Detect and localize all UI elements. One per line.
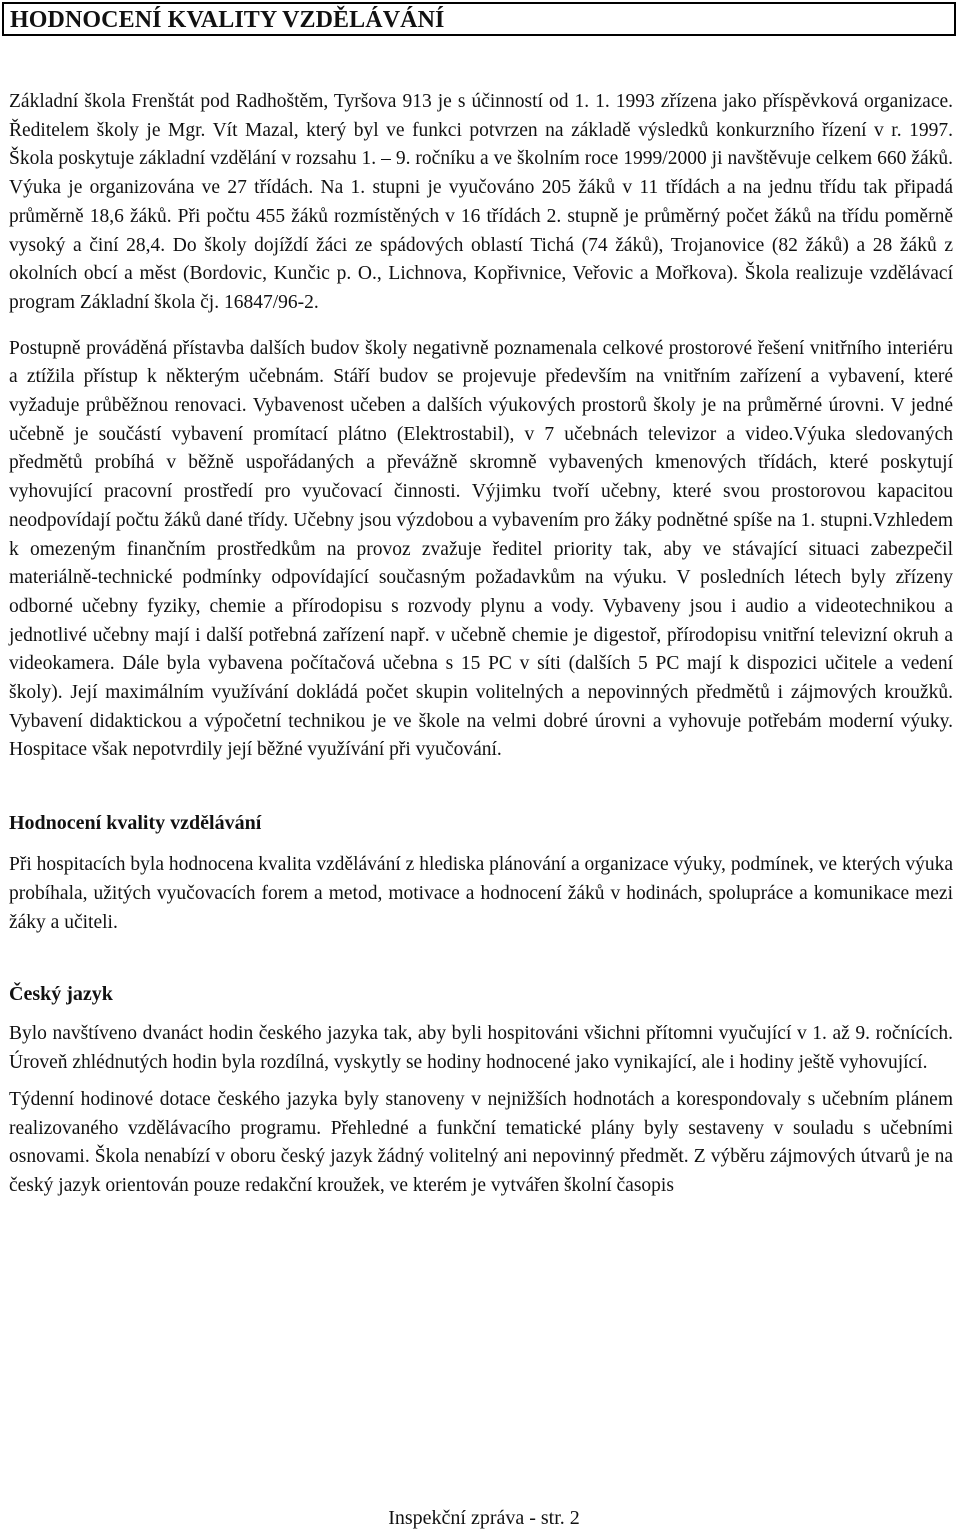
document-body bbox=[9, 88, 953, 1200]
page-title: HODNOCENÍ KVALITY VZDĚLÁVÁNÍ bbox=[10, 7, 445, 33]
page-footer: Inspekční zpráva - str. 2 bbox=[388, 1507, 580, 1529]
czech-heading: Český jazyk bbox=[9, 983, 113, 1006]
intro-paragraph: Základní škola Frenštát pod Radhoštěm, Tyršova 913 je s účinností od 1. 1. 1993 zřízena jako příspěvková organizace. Ředitelem školy je Mgr. Vít Mazal, který byl ve funkci potvrzen na základě výsledků konkurzního řízení v r. 1997. Škola poskytuje základní vzdělání v rozsahu 1. – 9. ročníku a ve školním roce 1999/2000 ji navštěvuje celkem 660 žáků. Výuka je organizována ve 27 třídách. Na 1. stupni je vyučováno 205 žáků v 11 třídách a na jednu třídu tak připadá průměrně 18,6 žáků. Při počtu 455 žáků rozmístěných v 16 třídách 2. stupně je průměrný počet žáků na třídu poměrně vysoký a činí 28,4. Do školy dojíždí žáci ze spádových oblastí Tichá (74 žáků), Trojanovice (82 žáků) a 28 žáků z okolních obcí a měst (Bordovic, Kunčic p. O., Lichnova, Kopřivnice, Veřovic a Mořkova). Škola realizuje vzdělávací program Základní škola čj. 16847/96-2. bbox=[9, 91, 953, 313]
quality-paragraph: Při hospitacích byla hodnocena kvalita vzdělávání z hlediska plánování a organizace výuky, podmínek, ve kterých výuka probíhala, užitých vyučovacích forem a metod, motivace a hodnocení žáků v hodinách, spolupráce a komunikace mezi žáky a učiteli. bbox=[9, 854, 953, 933]
czech-paragraph-1: Bylo navštíveno dvanáct hodin českého jazyka tak, aby byli hospitováni všichni přítomni vyučující v 1. až 9. ročnících. Úroveň zhlédnutých hodin byla rozdílná, vyskytly se hodiny hodnocené jako vynikající, ale i hodiny ještě vyhovující. bbox=[9, 1023, 953, 1073]
buildings-paragraph: Postupně prováděná přístavba dalších budov školy negativně poznamenala celkové prostorové řešení vnitřního interiéru a ztížila přístup k některým učebnám. Stáří budov se projevuje především na vnitřním zařízení a vybavení, které vyžaduje průběžnou renovaci. Vybavenost učeben a dalších výukových prostorů školy je na průměrné úrovni. V jedné učebně je součástí vybavení promítací plátno (Elektrostabil), v 7 učebnách televizor a video.Výuka sledovaných předmětů probíhá v běžně uspořádaných a převážně skromně vybavených kmenových třídách, které poskytují vyhovující pracovní prostředí pro vyučovací činnosti. Výjimku tvoří učebny, které svou prostorovou kapacitou neodpovídají počtu žáků dané třídy. Učebny jsou výzdobou a vybavením pro žáky podnětné spíše na 1. stupni.Vzhledem k omezeným finančním prostředkům na provoz zvažuje ředitel priority tak, aby ve stávající situaci zabezpečil materiálně-technické podmínky odpovídající současným požadavkům na výuku. V posledních létech byly zřízeny odborné učebny fyziky, chemie a přírodopisu s rozvody plynu a vody. Vybaveny jsou i audio a videotechnikou a jednotlivé učebny mají i další potřebná zařízení např. v učebně chemie je digestoř, přírodopisu vnitřní televizní okruh a videokamera. Dále byla vybavena počítačová učebna s 15 PC v síti (dalších 5 PC mají k dispozici učitele a vedení školy). Její maximálním využívání dokládá počet skupin volitelných a nepovinných předmětů i zájmových kroužků. Vybavení didaktickou a výpočetní technikou je ve škole na velmi dobré úrovni a vyhovuje potřebám moderní výuky. Hospitace však nepotvrdily její běžné využívání při vyučování. bbox=[9, 337, 953, 761]
czech-paragraph-2: Týdenní hodinové dotace českého jazyka byly stanoveny v nejnižších hodnotách a korespondovaly s učebním plánem realizovaného vzdělávacího programu. Přehledné a funkční tematické plány byly sestaveny v souladu s učebními osnovami. Škola nenabízí v oboru český jazyk žádný volitelný ani nepovinný předmět. Z výběru zájmových útvarů je na český jazyk orientován pouze redakční kroužek, ve kterém je vytvářen školní časopis bbox=[9, 1089, 953, 1196]
page-header bbox=[2, 2, 956, 36]
quality-heading: Hodnocení kvality vzdělávání bbox=[9, 812, 262, 835]
